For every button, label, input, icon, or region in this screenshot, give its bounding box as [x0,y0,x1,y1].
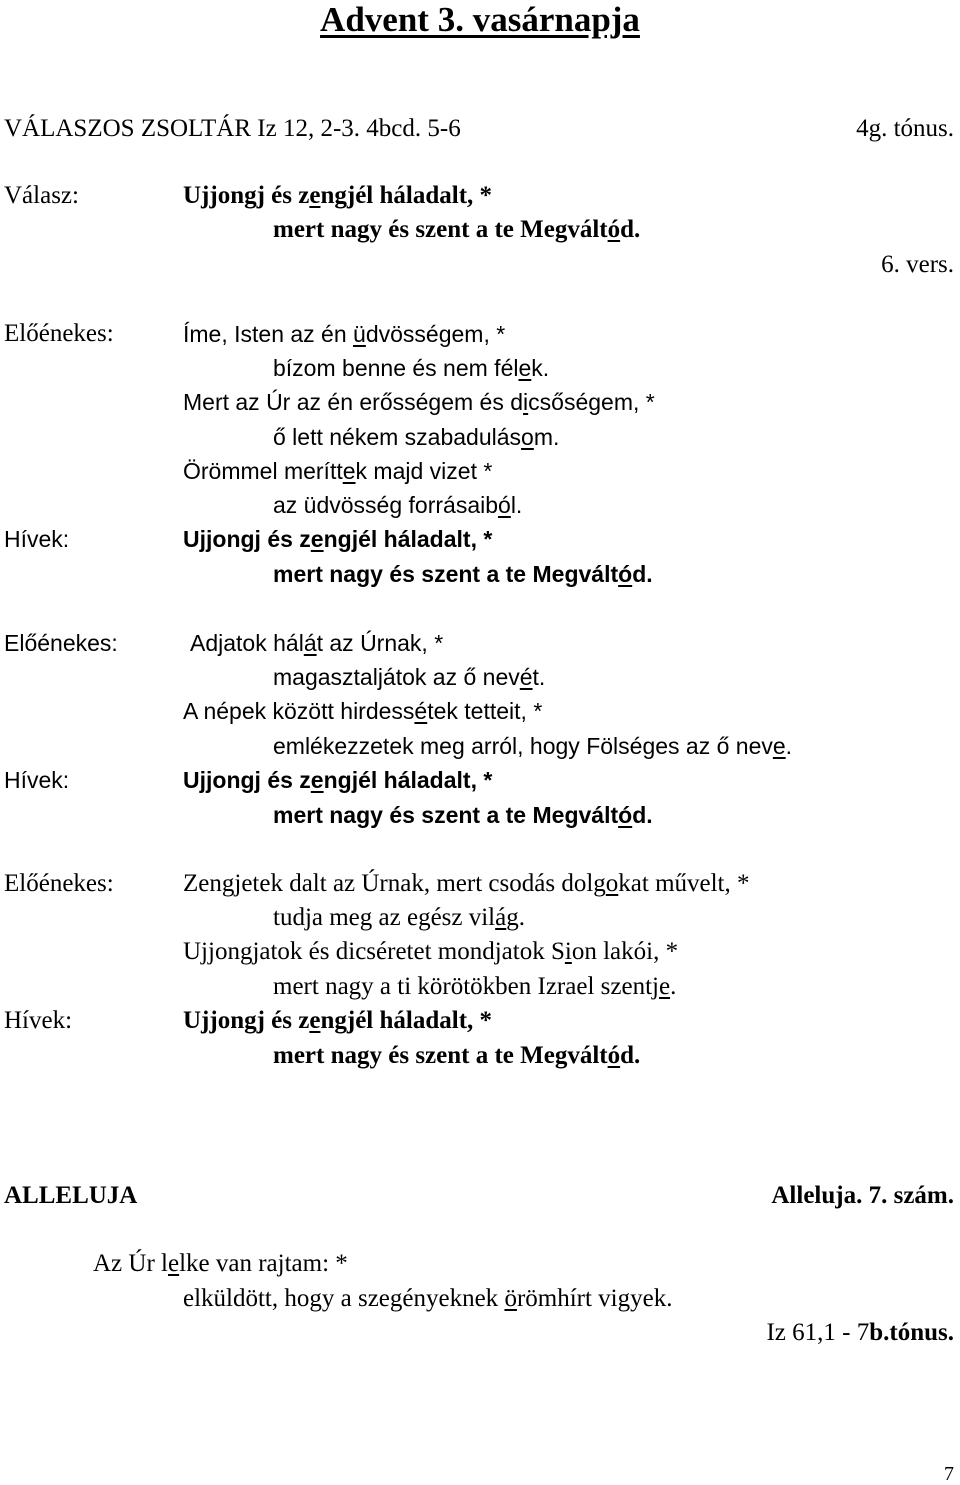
response-label: Válasz: [4,182,79,209]
people-label: Hívek: [4,767,70,793]
people-label: Hívek: [4,526,70,552]
alleluia-number: Alleluja. 7. szám. [771,1182,954,1209]
response-line: Ujjongj és zengjél háladalt, * [183,526,493,552]
verse-reference: 6. vers. [881,251,954,278]
cantor-label: Előénekes: [4,870,114,897]
verse-line: A népek között hirdessétek tetteit, * [183,698,543,724]
verse-line: emlékezzetek meg arról, hogy Fölséges az ő neve. [273,733,793,759]
verse-line: mert nagy a ti körötökben Izrael szentje. [273,973,677,1000]
response-line: mert nagy és szent a te Megváltód. [273,561,653,587]
verse-line: Zengjetek dalt az Úrnak, mert csodás dolgokat művelt, * [183,870,750,897]
verse-line: Íme, Isten az én üdvösségem, * [183,321,506,347]
verse-line: bízom benne és nem félek. [273,355,550,381]
page-title: Advent 3. vasárnapja [320,0,640,39]
response-line: Ujjongj és zengjél háladalt, * [183,182,493,209]
response-line: Ujjongj és zengjél háladalt, * [183,767,493,793]
verse-line: tudja meg az egész világ. [273,904,525,931]
page-number: 7 [944,1463,954,1485]
response-line: mert nagy és szent a te Megváltód. [273,216,641,243]
verse-line: Örömmel meríttek majd vizet * [183,458,493,484]
verse-line: Mert az Úr az én erősségem és dicsőségem, * [183,389,655,415]
response-line: mert nagy és szent a te Megváltód. [273,1042,641,1069]
alleluia-line: elküldött, hogy a szegényeknek örömhírt vigyek. [183,1285,673,1312]
response-line: mert nagy és szent a te Megváltód. [273,802,653,828]
cantor-label: Előénekes: [4,630,118,656]
psalm-tone: 4g. tónus. [856,115,954,142]
cantor-label: Előénekes: [4,320,114,347]
verse-line: magasztaljátok az ő nevét. [273,664,546,690]
verse-line: az üdvösség forrásaiból. [273,492,523,518]
psalm-heading: VÁLASZOS ZSOLTÁR Iz 12, 2-3. 4bcd. 5-6 [4,115,461,142]
response-line: Ujjongj és zengjél háladalt, * [183,1007,493,1034]
verse-line: Adjatok hálát az Úrnak, * [190,630,444,656]
alleluia-line: Az Úr lelke van rajtam: * [93,1250,348,1277]
verse-line: ő lett nékem szabadulásom. [273,424,560,450]
alleluia-heading: ALLELUJA [4,1182,138,1209]
alleluia-reference: Iz 61,1 - 7b.tónus. [766,1319,954,1346]
verse-line: Ujjongjatok és dicséretet mondjatok Sion lakói, * [183,938,679,965]
people-label: Hívek: [4,1007,73,1034]
